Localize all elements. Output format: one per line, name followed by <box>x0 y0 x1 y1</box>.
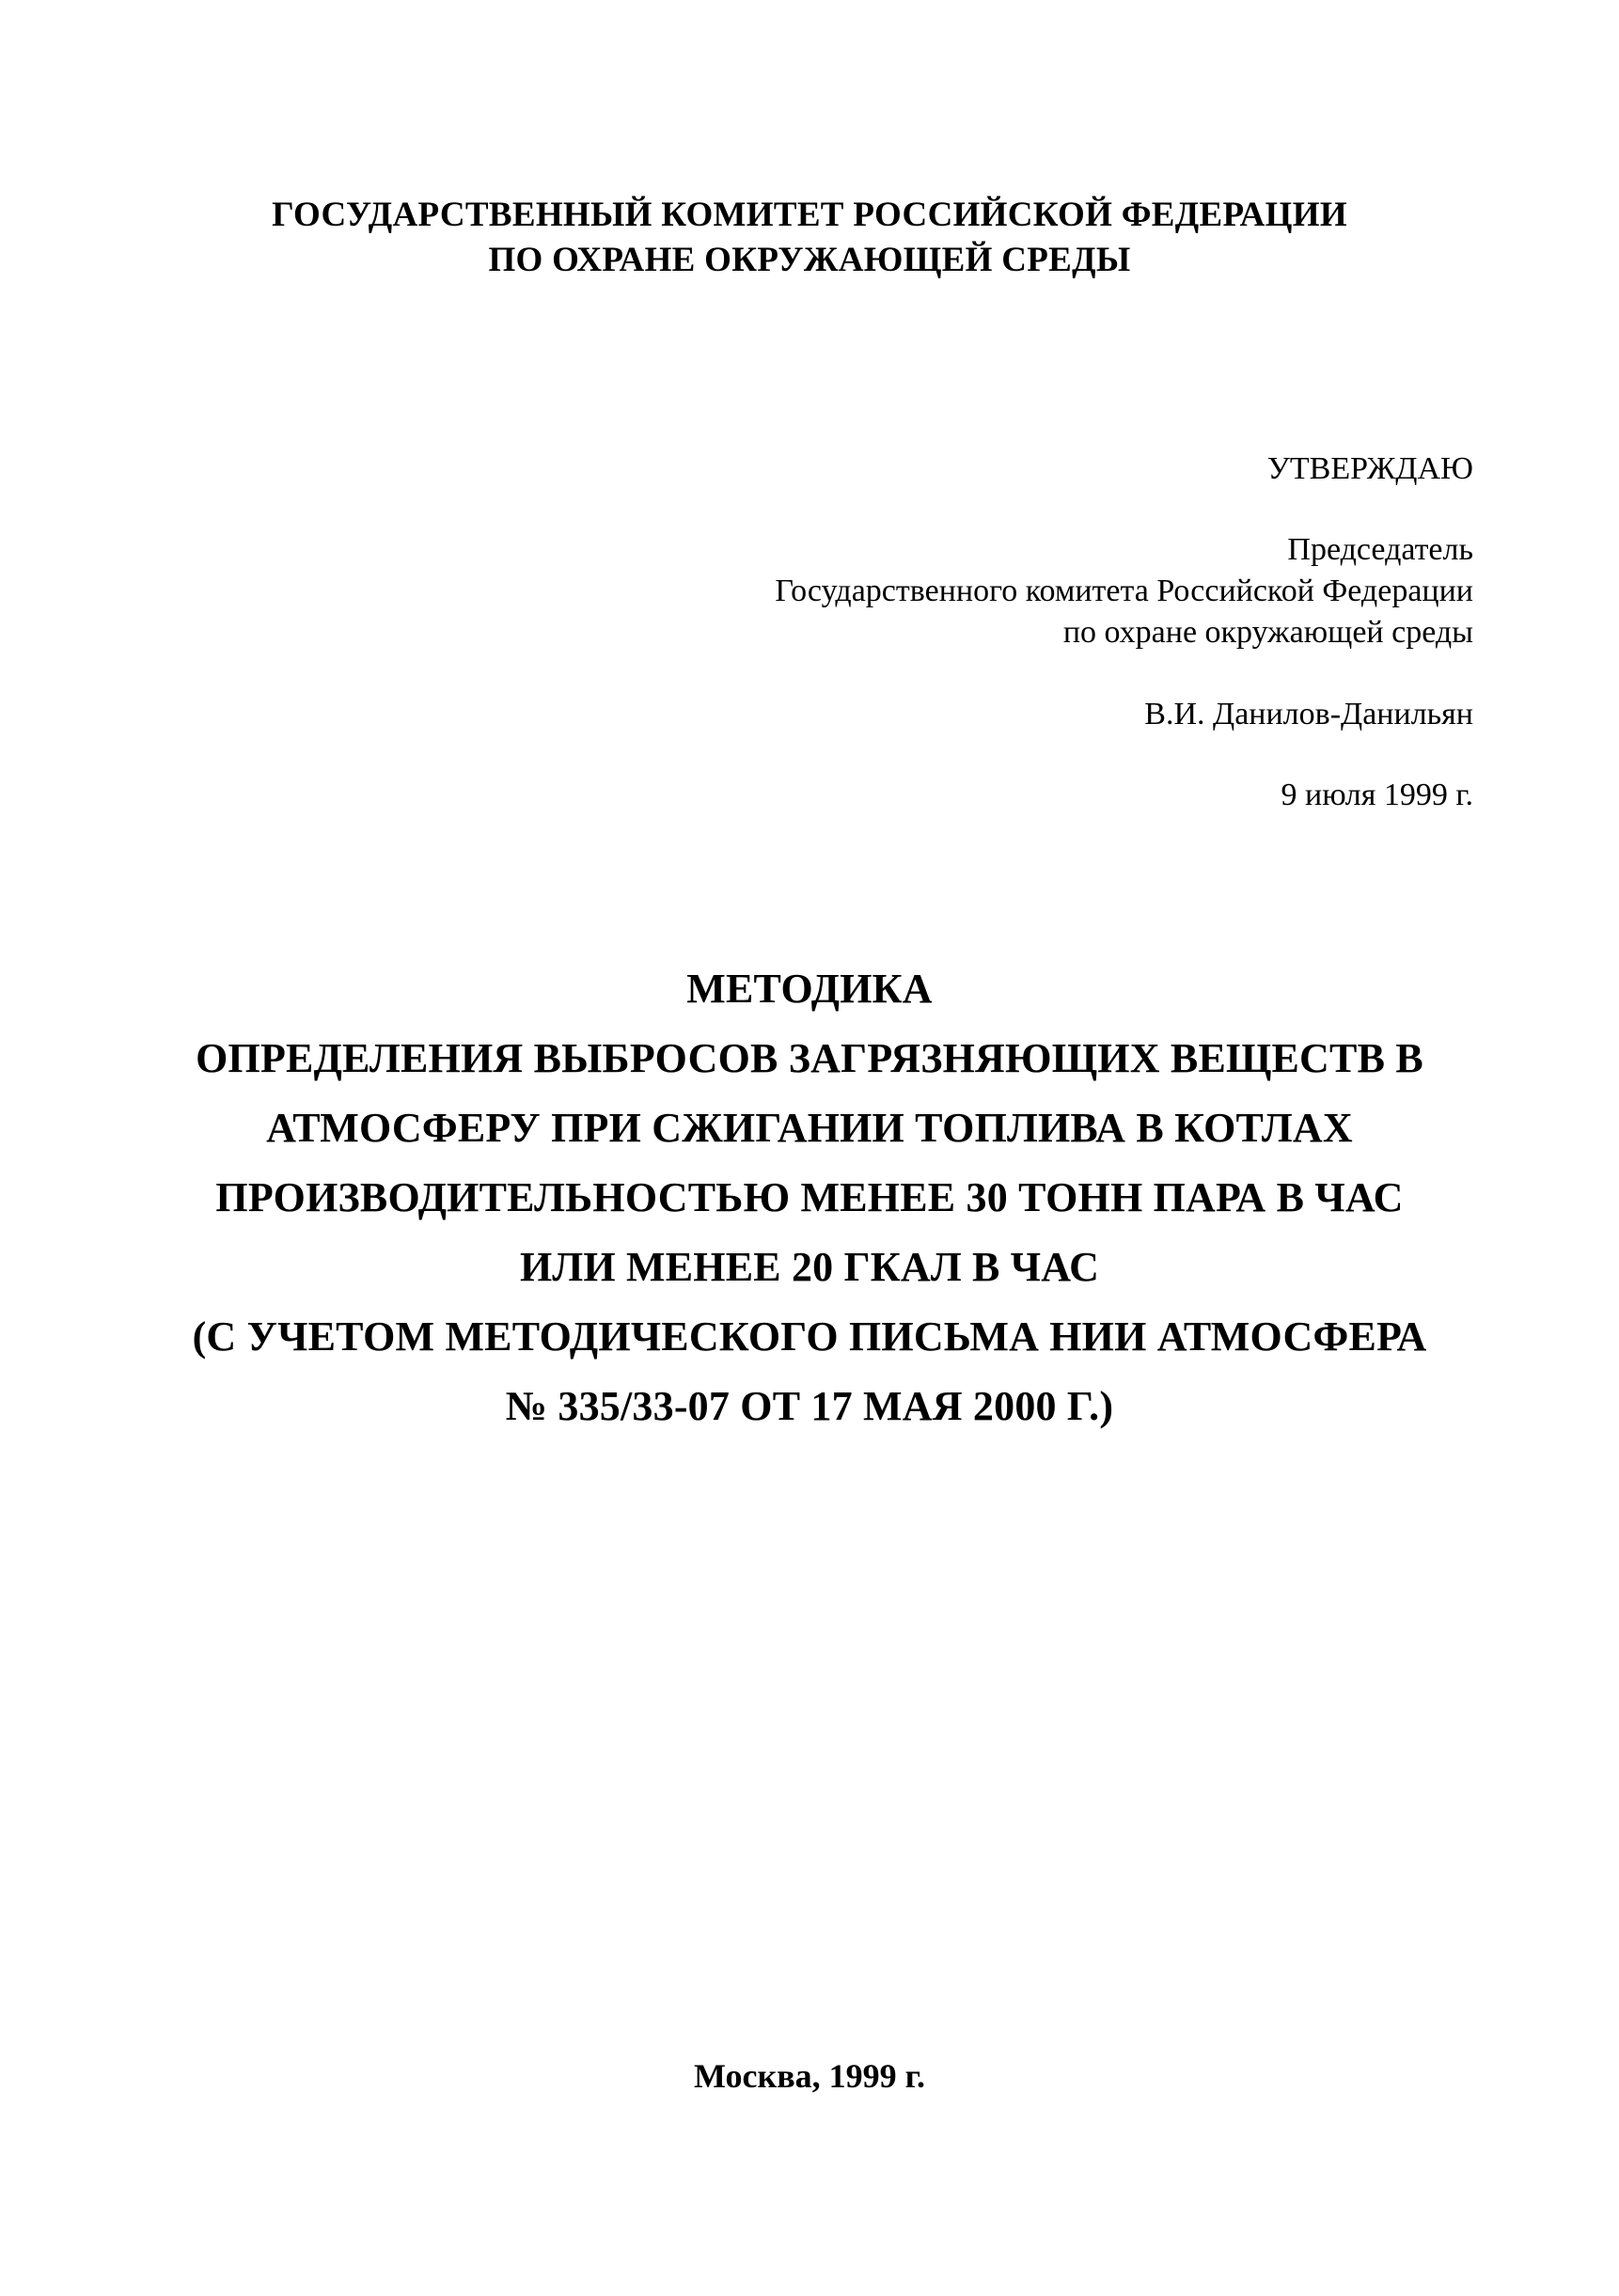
approval-stamp-word: УТВЕРЖДАЮ <box>1266 451 1473 486</box>
document-title-line-4: ПРОИЗВОДИТЕЛЬНОСТЬЮ МЕНЕЕ 30 ТОНН ПАРА В ЧАС <box>215 1174 1404 1220</box>
approver-position-line-3: по охране окружающей среды <box>1062 615 1473 650</box>
approver-position-line-1: Председатель <box>1287 532 1473 567</box>
document-title <box>0 954 1619 1441</box>
approver-position-line-2: Государственного комитета Российской Федерации <box>775 574 1473 608</box>
issuing-authority-line-1: ГОСУДАРСТВЕННЫЙ КОМИТЕТ РОССИЙСКОЙ ФЕДЕРАЦИИ <box>272 196 1347 234</box>
issuing-authority-line-2: ПО ОХРАНЕ ОКРУЖАЮЩЕЙ СРЕДЫ <box>488 241 1131 279</box>
approval-date: 9 июля 1999 г. <box>1281 778 1473 812</box>
approver-position <box>533 529 1473 653</box>
document-title-line-5: ИЛИ МЕНЕЕ 20 ГКАЛ В ЧАС <box>519 1244 1100 1290</box>
document-title-line-3: АТМОСФЕРУ ПРИ СЖИГАНИИ ТОПЛИВА В КОТЛАХ <box>266 1105 1353 1151</box>
document-title-line-7: № 335/33-07 ОТ 17 МАЯ 2000 Г.) <box>505 1383 1114 1429</box>
document-title-line-6: (С УЧЕТОМ МЕТОДИЧЕСКОГО ПИСЬМА НИИ АТМОСФЕРА <box>192 1313 1427 1360</box>
document-title-line-1: МЕТОДИКА <box>686 966 933 1012</box>
document-title-line-2: ОПРЕДЕЛЕНИЯ ВЫБРОСОВ ЗАГРЯЗНЯЮЩИХ ВЕЩЕСТВ В <box>196 1035 1423 1081</box>
issuing-authority <box>0 193 1619 283</box>
publication-place-year: Москва, 1999 г. <box>694 2057 925 2095</box>
approver-name: В.И. Данилов-Данильян <box>1144 697 1473 731</box>
